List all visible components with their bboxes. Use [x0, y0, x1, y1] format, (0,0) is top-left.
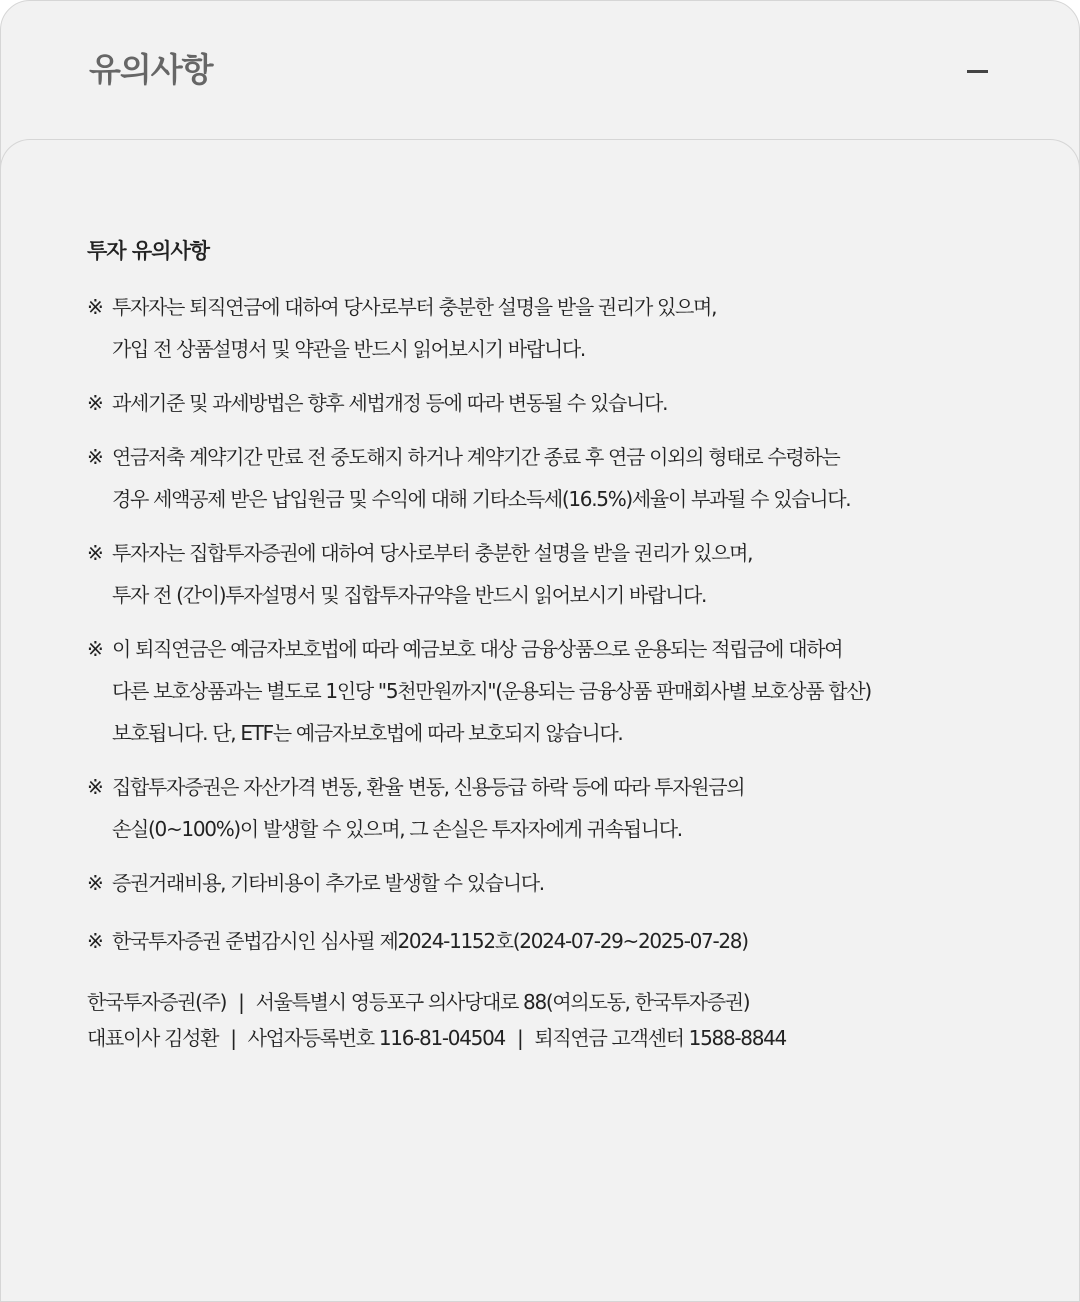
footer-line-1	[87, 984, 786, 1020]
reference-mark: ※	[87, 775, 103, 799]
notice-line: 투자자는 집합투자증권에 대하여 당사로부터 충분한 설명을 받을 권리가 있으며,	[112, 541, 753, 565]
section-title: 투자 유의사항	[87, 239, 210, 263]
notice-item	[87, 766, 1047, 850]
notice-line: 가입 전 상품설명서 및 약관을 반드시 읽어보시기 바랍니다.	[112, 337, 585, 361]
notice-line: 보호됩니다. 단, ETF는 예금자보호법에 따라 보호되지 않습니다.	[112, 721, 623, 745]
accordion-content	[0, 139, 1080, 1300]
notice-line: 과세기준 및 과세방법은 향후 세법개정 등에 따라 변동될 수 있습니다.	[112, 391, 668, 415]
notice-item	[87, 920, 1047, 962]
collapse-button[interactable]	[957, 51, 997, 91]
accordion-header[interactable]	[1, 1, 1079, 141]
notice-line: 집합투자증권은 자산가격 변동, 환율 변동, 신용등급 하락 등에 따라 투자원금의	[112, 775, 745, 799]
accordion-title: 유의사항	[89, 50, 213, 89]
notice-line: 다른 보호상품과는 별도로 1인당 "5천만원까지"(운용되는 금융상품 판매회사별 보호상품 합산)	[112, 679, 871, 703]
company-name: 한국투자증권(주)	[87, 990, 227, 1014]
notice-item	[87, 628, 1047, 754]
company-address: 서울특별시 영등포구 의사당대로 88(여의도동, 한국투자증권)	[255, 990, 750, 1014]
reference-mark: ※	[87, 871, 103, 895]
reference-mark: ※	[87, 391, 103, 415]
ceo-name: 대표이사 김성환	[87, 1026, 219, 1050]
footer-line-2	[87, 1020, 786, 1056]
notice-line: 투자자는 퇴직연금에 대하여 당사로부터 충분한 설명을 받을 권리가 있으며,	[112, 295, 717, 319]
business-registration-number: 사업자등록번호 116-81-04504	[247, 1026, 505, 1050]
notice-line: 증권거래비용, 기타비용이 추가로 발생할 수 있습니다.	[112, 871, 544, 895]
notice-item	[87, 532, 1047, 616]
reference-mark: ※	[87, 541, 103, 565]
notice-item	[87, 436, 1047, 520]
notice-line: 경우 세액공제 받은 납입원금 및 수익에 대해 기타소득세(16.5%)세율이 부과될 수 있습니다.	[112, 487, 851, 511]
footer-separator: |	[230, 1026, 236, 1050]
footer-separator: |	[516, 1026, 523, 1050]
notice-item	[87, 286, 1047, 370]
reference-mark: ※	[87, 637, 103, 661]
notice-line: 손실(0~100%)이 발생할 수 있으며, 그 손실은 투자자에게 귀속됩니다.	[112, 817, 682, 841]
reference-mark: ※	[87, 295, 103, 319]
notice-line: 이 퇴직연금은 예금자보호법에 따라 예금보호 대상 금융상품으로 운용되는 적립금에 대하여	[112, 637, 843, 661]
notice-list	[87, 286, 1047, 974]
company-footer	[87, 984, 786, 1056]
reference-mark: ※	[87, 929, 103, 953]
notice-line: 연금저축 계약기간 만료 전 중도해지 하거나 계약기간 종료 후 연금 이외의 형태로 수령하는	[112, 445, 840, 469]
notice-item	[87, 862, 1047, 904]
notice-line: 한국투자증권 준법감시인 심사필 제2024-1152호(2024-07-29~2025-07-28)	[112, 929, 748, 953]
footer-separator: |	[238, 990, 244, 1014]
reference-mark: ※	[87, 445, 103, 469]
minus-icon	[967, 70, 988, 73]
customer-center: 퇴직연금 고객센터 1588-8844	[534, 1026, 786, 1050]
notice-item	[87, 382, 1047, 424]
notice-line: 투자 전 (간이)투자설명서 및 집합투자규약을 반드시 읽어보시기 바랍니다.	[112, 583, 707, 607]
